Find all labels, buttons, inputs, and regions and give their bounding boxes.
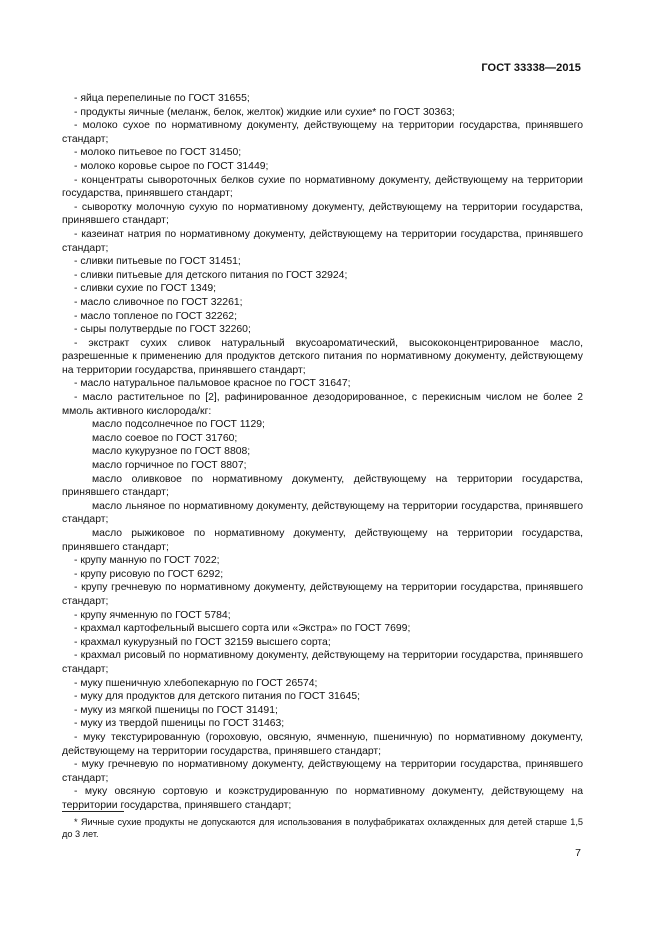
list-item: - яйца перепелиные по ГОСТ 31655; bbox=[74, 93, 250, 104]
list-item: масло кукурузное по ГОСТ 8808; bbox=[92, 446, 251, 458]
list-item: - крупу гречневую по нормативному документу, действующему на территории государства, принявшего стандарт; bbox=[62, 582, 583, 607]
footnote-divider bbox=[62, 811, 124, 812]
document-code-header: ГОСТ 33338—2015 bbox=[481, 62, 581, 74]
list-item: - экстракт сухих сливок натуральный вкусоароматический, высококонцентрированное масло, разрешенные к применению для продуктов детского питания по нормативному документу, действующему на территории государства, принявшего стандарт; bbox=[62, 337, 583, 376]
list-item: масло горчичное по ГОСТ 8807; bbox=[92, 460, 247, 472]
list-item: масло льняное по нормативному документу, действующему на территории государства, принявшего стандарт; bbox=[62, 500, 583, 526]
list-item: - крупу рисовую по ГОСТ 6292; bbox=[74, 568, 224, 580]
list-item: - муку овсяную сортовую и коэкструдированную по нормативному документу, действующему на территории государства, принявшего стандарт; bbox=[62, 786, 583, 811]
list-item: - сыворотку молочную сухую по нормативному документу, действующему на территории государства, принявшего стандарт; bbox=[62, 201, 583, 227]
list-item: - крахмал рисовый по нормативному документу, действующему на территории государства, принявшего стандарт; bbox=[62, 650, 583, 675]
list-item: - муку для продуктов для детского питания по ГОСТ 31645; bbox=[74, 691, 361, 703]
list-item: - муку текстурированную (гороховую, овсяную, ячменную, пшеничную) по нормативному документу, действующему на территории государства, принявшего стандарт; bbox=[62, 731, 583, 757]
list-item: - муку из твердой пшеницы по ГОСТ 31463; bbox=[74, 718, 285, 730]
list-item: масло оливковое по нормативному документу, действующему на территории государства, принявшего стандарт; bbox=[62, 473, 583, 499]
list-item: - казеинат натрия по нормативному документу, действующему на территории государства, принявшего стандарт; bbox=[62, 228, 583, 254]
list-item: - масло растительное по [2], рафинированное дезодорированное, с перекисным числом не более 2 ммоль активного кислорода/кг: bbox=[62, 392, 583, 417]
list-item: масло рыжиковое по нормативному документу, действующему на территории государства, принявшего стандарт; bbox=[62, 528, 583, 553]
page-number: 7 bbox=[575, 847, 581, 859]
list-item: - сливки сухие по ГОСТ 1349; bbox=[74, 283, 217, 295]
list-item: - крупу манную по ГОСТ 7022; bbox=[74, 555, 220, 567]
list-item: - крахмал картофельный высшего сорта или «Экстра» по ГОСТ 7699; bbox=[74, 623, 411, 635]
list-item: - крупу ячменную по ГОСТ 5784; bbox=[74, 609, 231, 621]
list-item: масло подсолнечное по ГОСТ 1129; bbox=[92, 419, 265, 431]
list-item: - муку гречневую по нормативному документу, действующему на территории государства, принявшего стандарт; bbox=[62, 759, 583, 784]
list-item: - сливки питьевые по ГОСТ 31451; bbox=[74, 256, 241, 268]
list-item: - масло топленое по ГОСТ 32262; bbox=[74, 310, 237, 322]
list-item: - муку из мягкой пшеницы по ГОСТ 31491; bbox=[74, 704, 278, 716]
list-item: - молоко сухое по нормативному документу, действующему на территории государства, принявшего стандарт; bbox=[62, 120, 583, 145]
footnote-text: * Яичные сухие продукты не допускаются для использования в полуфабрикатах охлажденных для детей старше 1,5 до 3 лет. bbox=[62, 817, 583, 840]
list-item: - концентраты сывороточных белков сухие по нормативному документу, действующему на территории государства, принявшего стандарт; bbox=[62, 174, 583, 200]
document-body bbox=[62, 92, 583, 812]
list-item: - муку пшеничную хлебопекарную по ГОСТ 26574; bbox=[74, 677, 318, 689]
list-item: - молоко питьевое по ГОСТ 31450; bbox=[74, 147, 242, 159]
list-item: масло соевое по ГОСТ 31760; bbox=[92, 432, 238, 444]
list-item: - продукты яичные (меланж, белок, желток) жидкие или сухие* по ГОСТ 30363; bbox=[74, 106, 455, 118]
list-item: - масло натуральное пальмовое красное по ГОСТ 31647; bbox=[74, 378, 351, 390]
list-item: - молоко коровье сырое по ГОСТ 31449; bbox=[74, 160, 269, 172]
list-item: - крахмал кукурузный по ГОСТ 32159 высшего сорта; bbox=[74, 636, 331, 648]
list-item: - сыры полутвердые по ГОСТ 32260; bbox=[74, 324, 251, 336]
list-item: - масло сливочное по ГОСТ 32261; bbox=[74, 296, 243, 308]
list-item: - сливки питьевые для детского питания по ГОСТ 32924; bbox=[74, 269, 348, 281]
